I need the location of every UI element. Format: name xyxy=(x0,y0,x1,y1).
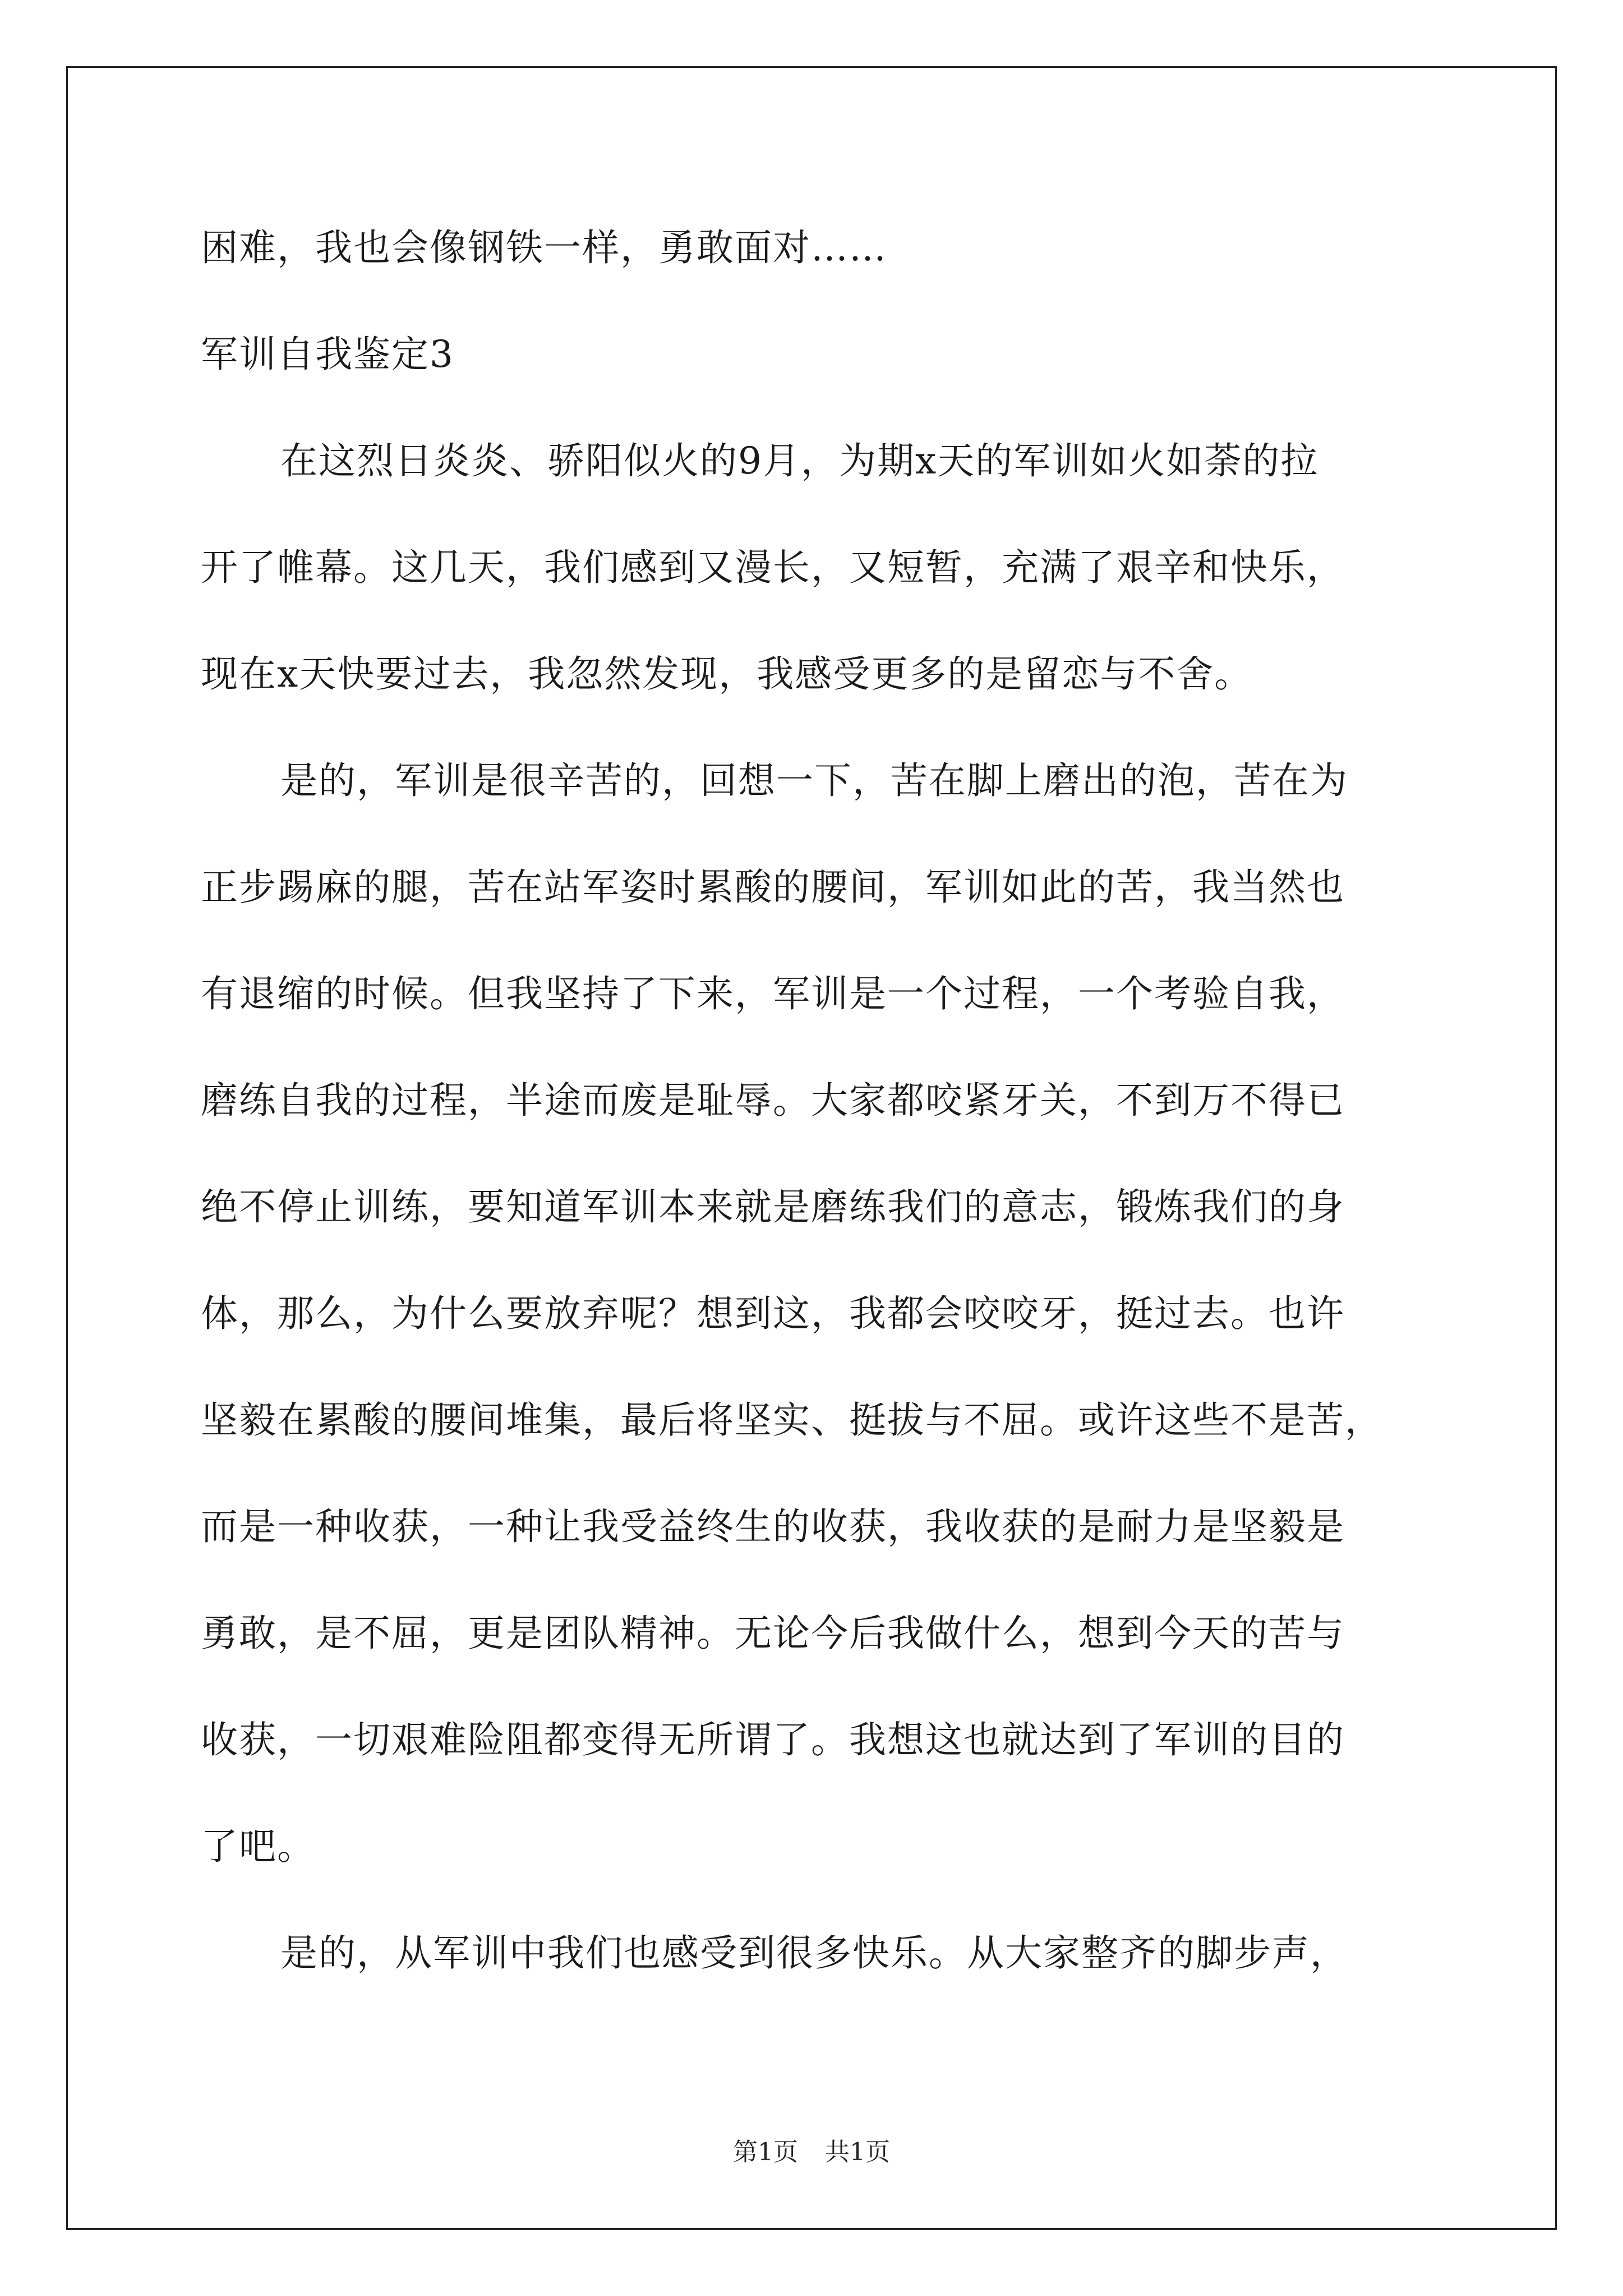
section-heading: 军训自我鉴定3 xyxy=(201,333,454,376)
paragraph-2-line-8: 而是一种收获，一种让我受益终生的收获，我收获的是耐力是坚毅是 xyxy=(201,1505,1345,1548)
paragraph-2-line-4: 磨练自我的过程，半途而废是耻辱。大家都咬紧牙关，不到万不得已 xyxy=(201,1079,1345,1122)
paragraph-3-line-1: 是的，从军训中我们也感受到很多快乐。从大家整齐的脚步声， xyxy=(280,1931,1348,1975)
page-footer xyxy=(0,2132,1623,2168)
page-total: 共1页 xyxy=(825,2138,890,2166)
paragraph-2-line-1: 是的，军训是很辛苦的，回想一下，苦在脚上磨出的泡，苦在为 xyxy=(280,759,1348,802)
paragraph-1-line-2: 开了帷幕。这几天，我们感到又漫长，又短暂，充满了艰辛和快乐， xyxy=(201,546,1345,589)
paragraph-2-line-2: 正步踢麻的腿，苦在站军姿时累酸的腰间，军训如此的苦，我当然也 xyxy=(201,866,1345,909)
paragraph-2-line-11: 了吧。 xyxy=(201,1825,315,1868)
text-line-1: 困难，我也会像钢铁一样，勇敢面对…… xyxy=(201,226,887,269)
document-body xyxy=(201,209,1457,2021)
paragraph-2-line-9: 勇敢，是不屈，更是团队精神。无论今后我做什么，想到今天的苦与 xyxy=(201,1612,1345,1655)
paragraph-1-line-3: 现在x天快要过去，我忽然发现，我感受更多的是留恋与不舍。 xyxy=(201,652,1253,696)
page-number: 第1页 xyxy=(733,2138,798,2166)
paragraph-1-line-1: 在这烈日炎炎、骄阳似火的9月，为期x天的军训如火如荼的拉 xyxy=(280,439,1319,482)
paragraph-2-line-10: 收获，一切艰难险阻都变得无所谓了。我想这也就达到了军训的目的 xyxy=(201,1718,1345,1761)
paragraph-2-line-5: 绝不停止训练，要知道军训本来就是磨练我们的意志，锻炼我们的身 xyxy=(201,1185,1345,1228)
paragraph-2-line-7: 坚毅在累酸的腰间堆集，最后将坚实、挺拔与不屈。或许这些不是苦， xyxy=(201,1398,1383,1442)
paragraph-2-line-6: 体，那么，为什么要放弃呢？想到这，我都会咬咬牙，挺过去。也许 xyxy=(201,1292,1345,1335)
paragraph-2-line-3: 有退缩的时候。但我坚持了下来，军训是一个过程，一个考验自我， xyxy=(201,972,1345,1015)
